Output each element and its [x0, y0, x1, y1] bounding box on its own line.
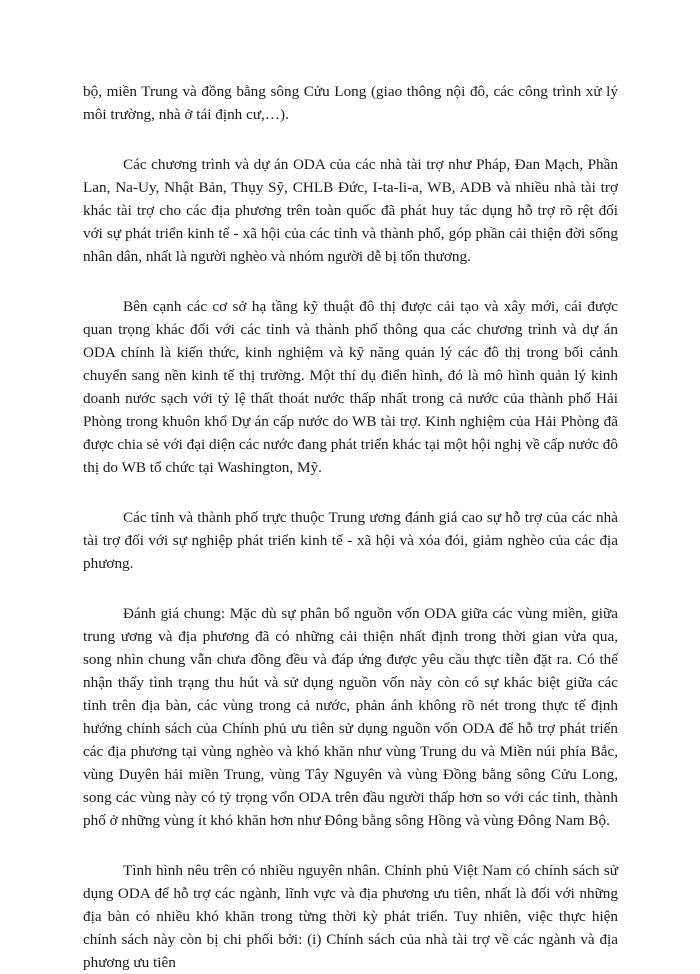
paragraph-provincial-assessment: Các tỉnh và thành phố trực thuộc Trung ương đánh giá cao sự hỗ trợ của các nhà tài trợ đối với sự nghiệp phát triển kinh tế - xã hội và xóa đói, giảm nghèo của các địa phương.	[83, 509, 618, 572]
paragraph-general-assessment: Đánh giá chung: Mặc dù sự phân bổ nguồn vốn ODA giữa các vùng miền, giữa trung ương và địa phương đã có những cải thiện nhất định trong thời gian vừa qua, song nhìn chung vẫn chưa đồng đều và đáp ứng được yêu cầu thực tiễn đặt ra. Có thể nhận thấy tình trạng thu hút và sử dụng nguồn vốn này còn có sự khác biệt giữa các tỉnh trên địa bàn, các vùng trong cả nước, phản ánh không rõ nét trong thực tế định hướng chính sách của Chính phủ ưu tiên sử dụng nguồn vốn ODA để hỗ trợ phát triển các địa phương tại vùng nghèo và khó khăn như vùng Trung du và Miền núi phía Bắc, vùng Duyên hải miền Trung, vùng Tây Nguyên và vùng Đồng bằng sông Cửu Long, song các vùng này có tỷ trọng vốn ODA trên đầu người thấp hơn so với các tỉnh, thành phố ở những vùng ít khó khăn hơn như Đông bằng sông Hồng và vùng Đông Nam Bộ.	[83, 605, 618, 829]
document-body	[83, 80, 618, 974]
paragraph-urban-management: Bên cạnh các cơ sở hạ tầng kỹ thuật đô thị được cải tạo và xây mới, cái được quan trọng khác đối với các tỉnh và thành phố thông qua các chương trình và dự án ODA chính là kiến thức, kinh nghiệm và kỹ năng quản lý các đô thị trong bối cảnh chuyển sang nền kinh tế thị trường. Một thí dụ điển hình, đó là mô hình quản lý kinh doanh nước sạch với tỷ lệ thất thoát nước thấp nhất trong cả nước của thành phố Hải Phòng trong khuôn khổ Dự án cấp nước do WB tài trợ. Kinh nghiệm của Hải Phòng đã được chia sẻ với đại diện các nước đang phát triển khác tại một hội nghị về cấp nước đô thị do WB tổ chức tại Washington, Mỹ.	[83, 298, 618, 476]
paragraph-continuation: bộ, miền Trung và đồng bằng sông Cửu Long (giao thông nội đô, các công trình xử lý môi trường, nhà ở tái định cư,…).	[83, 83, 618, 123]
paragraph-causes: Tình hình nêu trên có nhiều nguyên nhân. Chính phủ Việt Nam có chính sách sử dụng ODA để hỗ trợ các ngành, lĩnh vực và địa phương ưu tiên, nhất là đối với những địa bàn có nhiều khó khăn trong từng thời kỳ phát triển. Tuy nhiên, việc thực hiện chính sách này còn bị chi phối bởi: (i) Chính sách của nhà tài trợ về các ngành và địa phương ưu tiên	[83, 862, 618, 971]
paragraph-oda-donors: Các chương trình và dự án ODA của các nhà tài trợ như Pháp, Đan Mạch, Phần Lan, Na-Uy, Nhật Bản, Thụy Sỹ, CHLB Đức, I-ta-li-a, WB, ADB và nhiều nhà tài trợ khác tài trợ cho các địa phương trên toàn quốc đã phát huy tác dụng hỗ trợ rõ rệt đối với sự phát triển kinh tế - xã hội của các tỉnh và thành phố, góp phần cải thiện đời sống nhân dân, nhất là người nghèo và nhóm người dễ bị tổn thương.	[83, 156, 618, 265]
